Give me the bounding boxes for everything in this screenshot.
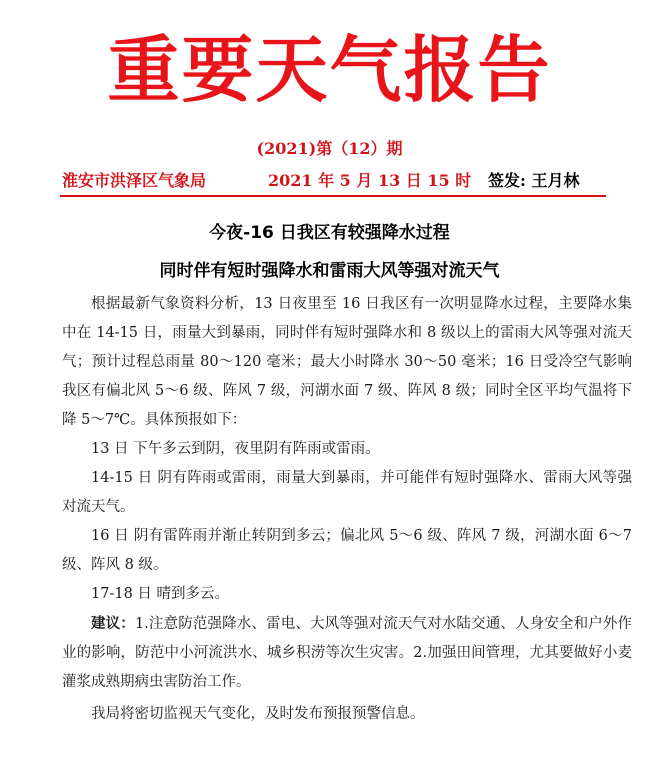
closing-paragraph: 我局将密切监视天气变化，及时发布预报预警信息。: [91, 706, 425, 722]
forecast-day-16: 16 日 阴有雷阵雨并渐止转阴到多云；偏北风 5～6 级、阵风 7 级，河湖水面 6～7 级、阵风 8 级。: [62, 528, 632, 573]
header-divider: [60, 195, 606, 197]
issue-date: 2021 年 5 月 13 日 15 时: [268, 171, 472, 190]
advice-text: 1.注意防范强降水、雷电、大风等强对流天气对水陆交通、人身安全和户外作业的影响，防范中小河流洪水、城乡积涝等次生灾害。2.加强田间管理，尤其要做好小麦灌浆成熟期病虫害防治工作。: [62, 616, 632, 690]
forecast-day-14-15: 14-15 日 阴有阵雨或雷雨，雨量大到暴雨，并可能伴有短时强降水、雷雨大风等强对流天气。: [62, 470, 632, 515]
issuing-organization: 淮安市洪泽区气象局: [62, 171, 207, 190]
signer: 签发: 王月林: [488, 171, 580, 190]
headline-secondary: 同时伴有短时强降水和雷雨大风等强对流天气: [159, 261, 500, 281]
report-body: [62, 290, 632, 729]
headline-primary: 今夜-16 日我区有较强降水过程: [209, 223, 450, 243]
advice-paragraph: [62, 609, 632, 697]
forecast-day-13: 13 日 下午多云到阴，夜里阴有阵雨或雷雨。: [91, 441, 380, 457]
issue-number: (2021)第（12）期: [256, 139, 403, 158]
report-masthead: 重要天气报告: [107, 28, 552, 112]
report-meta-row: [62, 168, 607, 192]
forecast-day-17-18: 17-18 日 晴到多云。: [91, 586, 230, 602]
advice-label: 建议：: [91, 615, 135, 632]
intro-paragraph: 根据最新气象资料分析，13 日夜里至 16 日我区有一次明显降水过程，主要降水集中在 14-15 日，雨量大到暴雨，同时伴有短时强降水和 8 级以上的雷雨大风等强对流天气；预计过程总雨量 80～120 毫米；最大小时降水 30～50 毫米；16 日受冷空气影响我区有偏北风 5～6 级、阵风 7 级，河湖水面 7 级、阵风 8 级；同时全区平均气温将下降 5～7℃。具体预报如下：: [62, 296, 632, 428]
